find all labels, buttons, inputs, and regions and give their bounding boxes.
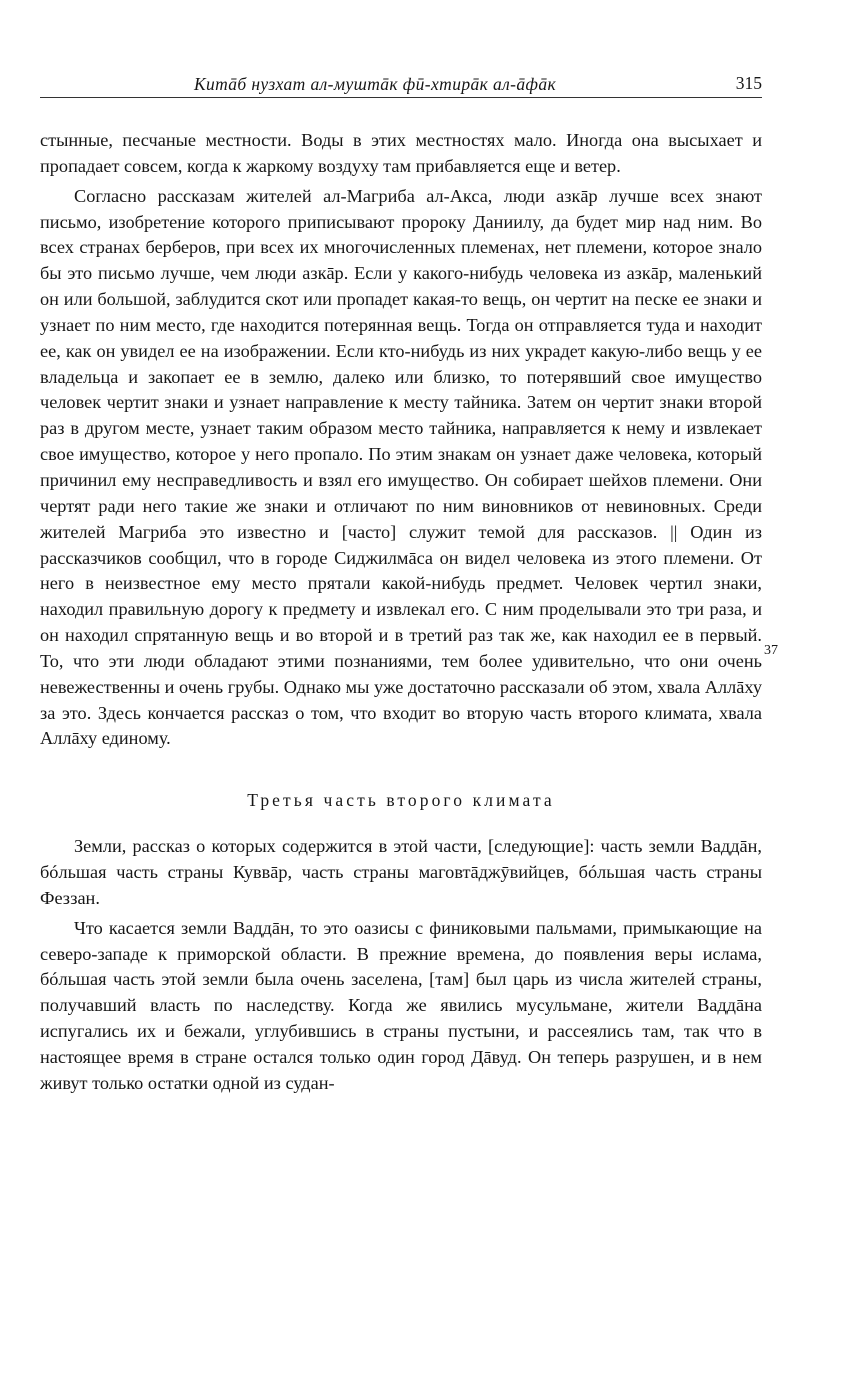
section-heading: Третья часть второго климата xyxy=(247,790,555,811)
body-text xyxy=(40,128,762,1097)
page-number: 315 xyxy=(735,73,762,93)
header-rule xyxy=(40,97,762,98)
paragraph-continuation: стынные, песчаные местности. Воды в этих местностях мало. Иногда она высыхает и пропадает совсем, когда к жаркому воздуху там прибавляется еще и ветер. xyxy=(40,130,762,176)
running-header xyxy=(40,72,762,98)
running-title: Китāб нузхат ал-муштāк фӣ-хтирāк ал-āфāк xyxy=(194,74,557,94)
paragraph-section-lands: Земли, рассказ о которых содержится в этой части, [следующие]: часть земли Ваддāн, бóльшая часть страны Куввāр, часть страны маговтāджӯвийцев, бóльшая часть страны Феззан. xyxy=(40,836,762,908)
paragraph-waddan: Что касается земли Ваддāн, то это оазисы с финиковыми пальмами, примыкающие на северо-западе к приморской области. В прежние времена, до появления веры ислама, бóльшая часть этой земли была очень заселена, [там] был царь из числа жителей страны, получавший власть по наследству. Когда же явились мусульмане, жители Ваддāна испугались их и бежали, углубившись в страны пустыни, и рассеялись там, так что в настоящее время в стране остался только один город Дāвуд. Он теперь разрушен, и в нем живут только остатки одной из судан- xyxy=(40,917,762,1093)
margin-folio-note: 37 xyxy=(764,643,778,658)
paragraph-azkar-writing: Согласно рассказам жителей ал-Магриба ал-Акса, люди азкāр лучше всех знают письмо, изобретение которого приписывают пророку Даниилу, да будет мир над ним. Во всех странах берберов, при всех их многочисленных племенах, нет племени, которое знало бы это письмо лучше, чем люди азкāр. Если у какого-нибудь человека из азкāр, маленький он или большой, заблудится скот или пропадет какая-то вещь, он чертит на песке ее знаки и узнает по ним место, где находится потерянная вещь. Тогда он отправляется туда и находит ее, как он увидел ее на изображении. Если кто-нибудь из них украдет какую-либо вещь у ее владельца и закопает ее в землю, далеко или близко, то потерявший свое имущество человек чертит знаки и узнает направление к месту тайника. Затем он чертит знаки второй раз в другом месте, узнает таким образом место тайника, направляется к нему и извлекает свое имущество, которое у него пропало. По этим знакам он узнает даже человека, который причинил ему несправедливость и взял его имущество. Он собирает шейхов племени. Они чертят ради него такие же знаки и отличают по ним виновников от невиновных. Среди жителей Магриба это известно и [часто] служит темой для рассказов. || Один из рассказчиков сообщил, что в городе Сиджилмāса он видел человека из этого племени. От него в неизвестное ему место прятали какой-нибудь предмет. Человек чертил знаки, находил правильную дорогу к предмету и извлекал его. С ним проделывали это три раза, и он находил спрятанную вещь и во второй и в третий раз так же, как находил ее в первый. То, что эти люди обладают этими познаниями, тем более удивительно, что они очень невежественны и очень грубы. Однако мы уже достаточно рассказали об этом, хвала Аллāху за это. Здесь кончается рассказ о том, что входит во вторую часть второго климата, хвала Аллāху единому. xyxy=(40,185,762,749)
